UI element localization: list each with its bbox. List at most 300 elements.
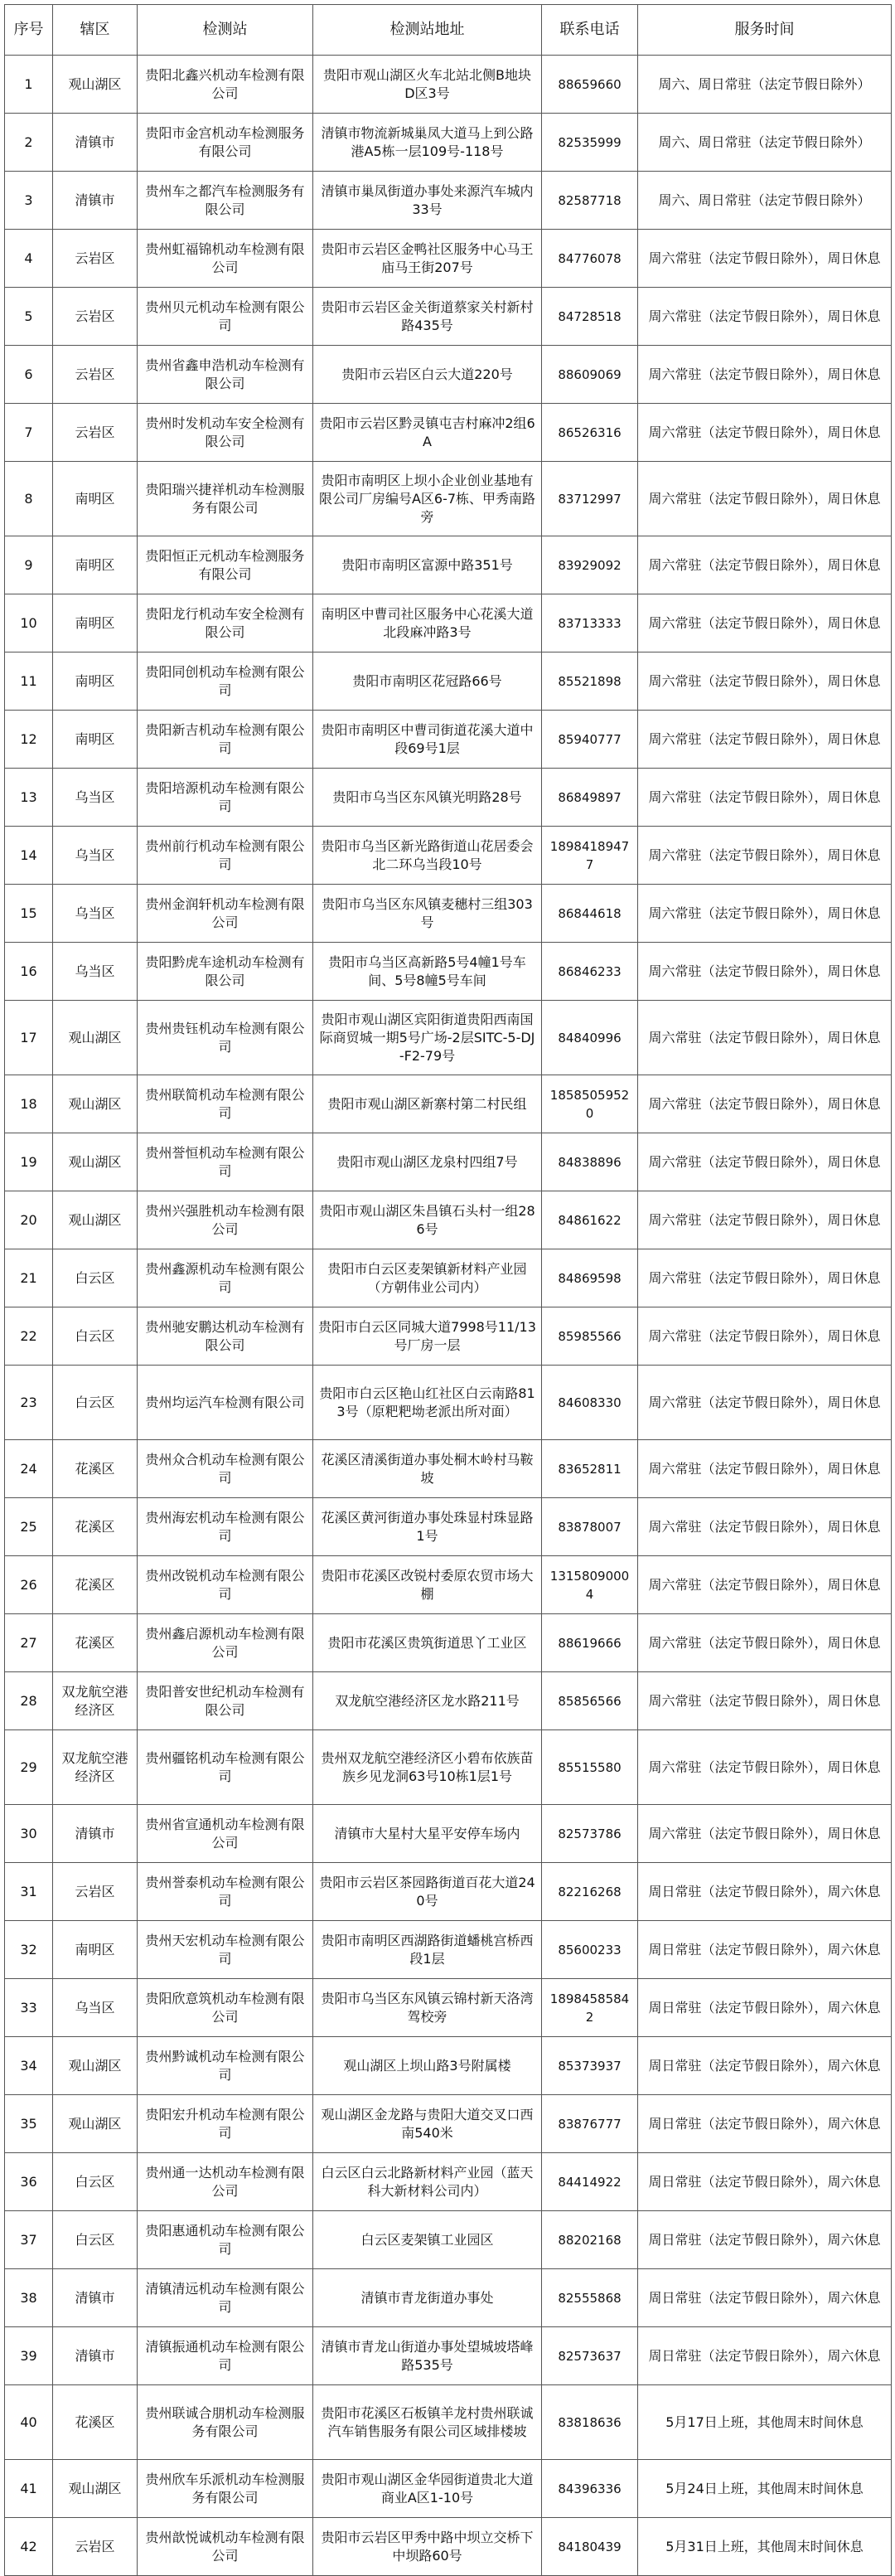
cell-index: 34 bbox=[5, 2037, 53, 2095]
cell-station: 贵州车之都汽车检测服务有限公司 bbox=[138, 172, 313, 230]
cell-index: 17 bbox=[5, 1001, 53, 1075]
cell-phone: 86846233 bbox=[542, 943, 638, 1001]
cell-district: 乌当区 bbox=[53, 885, 138, 943]
cell-district: 花溪区 bbox=[53, 1498, 138, 1556]
cell-station: 清镇清远机动车检测有限公司 bbox=[138, 2269, 313, 2327]
cell-district: 清镇市 bbox=[53, 1805, 138, 1863]
cell-address: 贵阳市白云区艳山红社区白云南路813号（原粑粑坳老派出所对面） bbox=[313, 1366, 542, 1440]
cell-station: 贵州贵钰机动车检测有限公司 bbox=[138, 1001, 313, 1075]
cell-service-hours: 周六常驻（法定节假日除外），周日休息 bbox=[638, 230, 892, 288]
cell-district: 南明区 bbox=[53, 462, 138, 536]
cell-district: 观山湖区 bbox=[53, 1133, 138, 1191]
cell-address: 贵阳市云岩区黔灵镇屯吉村麻冲2组6A bbox=[313, 404, 542, 462]
cell-address: 贵阳市观山湖区宾阳街道贵阳西南国际商贸城一期5号广场-2层SITC-5-DJ-F2-79号 bbox=[313, 1001, 542, 1075]
header-district: 辖区 bbox=[53, 5, 138, 56]
cell-phone: 82216268 bbox=[542, 1863, 638, 1921]
table-row bbox=[5, 1366, 892, 1440]
table-row bbox=[5, 885, 892, 943]
cell-index: 20 bbox=[5, 1191, 53, 1249]
cell-phone: 86526316 bbox=[542, 404, 638, 462]
cell-index: 24 bbox=[5, 1440, 53, 1498]
cell-service-hours: 周六常驻（法定节假日除外），周日休息 bbox=[638, 1075, 892, 1133]
cell-service-hours: 周日常驻（法定节假日除外），周六休息 bbox=[638, 1979, 892, 2037]
cell-address: 清镇市青龙山街道办事处望城坡塔峰路535号 bbox=[313, 2327, 542, 2385]
table-row bbox=[5, 2037, 892, 2095]
cell-index: 15 bbox=[5, 885, 53, 943]
cell-index: 7 bbox=[5, 404, 53, 462]
cell-service-hours: 周六常驻（法定节假日除外），周日休息 bbox=[638, 885, 892, 943]
cell-phone: 85940777 bbox=[542, 711, 638, 769]
cell-phone: 86849897 bbox=[542, 769, 638, 827]
cell-address: 双龙航空港经济区龙水路211号 bbox=[313, 1672, 542, 1730]
cell-district: 乌当区 bbox=[53, 943, 138, 1001]
cell-address: 贵阳市乌当区高新路5号4幢1号车间、5号8幢5号车间 bbox=[313, 943, 542, 1001]
cell-service-hours: 周六常驻（法定节假日除外），周日休息 bbox=[638, 1614, 892, 1672]
cell-index: 41 bbox=[5, 2460, 53, 2518]
table-body bbox=[5, 56, 892, 2576]
cell-address: 贵阳市南明区中曹司街道花溪大道中段69号1层 bbox=[313, 711, 542, 769]
cell-address: 贵州双龙航空港经济区小碧布依族苗族乡见龙洞63号10栋1层1号 bbox=[313, 1730, 542, 1805]
cell-station: 贵阳龙行机动车安全检测有限公司 bbox=[138, 594, 313, 652]
table-row bbox=[5, 769, 892, 827]
cell-address: 贵阳市乌当区新光路街道山花居委会北二环乌当段10号 bbox=[313, 827, 542, 885]
table-row bbox=[5, 1614, 892, 1672]
table-row bbox=[5, 1730, 892, 1805]
cell-index: 36 bbox=[5, 2153, 53, 2211]
table-row bbox=[5, 1672, 892, 1730]
cell-phone: 86844618 bbox=[542, 885, 638, 943]
cell-station: 贵州天宏机动车检测有限公司 bbox=[138, 1921, 313, 1979]
cell-phone: 85515580 bbox=[542, 1730, 638, 1805]
cell-service-hours: 周六常驻（法定节假日除外），周日休息 bbox=[638, 1805, 892, 1863]
table-row bbox=[5, 2385, 892, 2460]
cell-phone: 84180439 bbox=[542, 2518, 638, 2576]
table-row bbox=[5, 1001, 892, 1075]
cell-phone: 84728518 bbox=[542, 288, 638, 346]
cell-address: 贵阳市花溪区改锐村委原农贸市场大棚 bbox=[313, 1556, 542, 1614]
cell-phone: 82573786 bbox=[542, 1805, 638, 1863]
cell-address: 贵阳市云岩区金关街道蔡家关村新村路435号 bbox=[313, 288, 542, 346]
cell-service-hours: 周六常驻（法定节假日除外），周日休息 bbox=[638, 1440, 892, 1498]
cell-station: 贵阳新吉机动车检测有限公司 bbox=[138, 711, 313, 769]
cell-service-hours: 周六常驻（法定节假日除外），周日休息 bbox=[638, 711, 892, 769]
cell-phone: 85856566 bbox=[542, 1672, 638, 1730]
cell-address: 白云区麦架镇工业园区 bbox=[313, 2211, 542, 2269]
cell-service-hours: 周日常驻（法定节假日除外），周六休息 bbox=[638, 2153, 892, 2211]
table-row bbox=[5, 404, 892, 462]
table-row bbox=[5, 2269, 892, 2327]
cell-phone: 84840996 bbox=[542, 1001, 638, 1075]
cell-station: 贵州欣车乐派机动车检测服务有限公司 bbox=[138, 2460, 313, 2518]
cell-service-hours: 周六常驻（法定节假日除外），周日休息 bbox=[638, 1307, 892, 1366]
cell-district: 云岩区 bbox=[53, 404, 138, 462]
cell-address: 贵阳市观山湖区朱昌镇石头村一组286号 bbox=[313, 1191, 542, 1249]
cell-service-hours: 周六常驻（法定节假日除外），周日休息 bbox=[638, 769, 892, 827]
table-row bbox=[5, 1249, 892, 1307]
cell-address: 贵阳市白云区麦架镇新材料产业园（方朝伟业公司内） bbox=[313, 1249, 542, 1307]
cell-index: 16 bbox=[5, 943, 53, 1001]
cell-station: 贵州时发机动车安全检测有限公司 bbox=[138, 404, 313, 462]
cell-district: 观山湖区 bbox=[53, 1001, 138, 1075]
cell-station: 贵州均运汽车检测有限公司 bbox=[138, 1366, 313, 1440]
cell-station: 贵阳黔虎车途机动车检测有限公司 bbox=[138, 943, 313, 1001]
cell-phone: 88659660 bbox=[542, 56, 638, 114]
cell-district: 双龙航空港经济区 bbox=[53, 1730, 138, 1805]
cell-index: 9 bbox=[5, 536, 53, 594]
cell-index: 42 bbox=[5, 2518, 53, 2576]
cell-phone: 18585059520 bbox=[542, 1075, 638, 1133]
table-row bbox=[5, 1440, 892, 1498]
table-row bbox=[5, 1075, 892, 1133]
cell-district: 观山湖区 bbox=[53, 1191, 138, 1249]
cell-address: 花溪区黄河街道办事处珠显村珠显路1号 bbox=[313, 1498, 542, 1556]
cell-station: 贵州疆铭机动车检测有限公司 bbox=[138, 1730, 313, 1805]
cell-station: 贵州海宏机动车检测有限公司 bbox=[138, 1498, 313, 1556]
cell-phone: 83876777 bbox=[542, 2095, 638, 2153]
cell-index: 11 bbox=[5, 652, 53, 711]
cell-index: 13 bbox=[5, 769, 53, 827]
table-row bbox=[5, 1307, 892, 1366]
cell-district: 清镇市 bbox=[53, 2269, 138, 2327]
table-row bbox=[5, 2095, 892, 2153]
inspection-station-table-container bbox=[4, 4, 891, 2576]
cell-station: 贵州通一达机动车检测有限公司 bbox=[138, 2153, 313, 2211]
cell-address: 贵阳市云岩区金鸭社区服务中心马王庙马王街207号 bbox=[313, 230, 542, 288]
cell-index: 5 bbox=[5, 288, 53, 346]
cell-district: 乌当区 bbox=[53, 827, 138, 885]
cell-station: 贵阳惠通机动车检测有限公司 bbox=[138, 2211, 313, 2269]
cell-service-hours: 5月24日上班，其他周末时间休息 bbox=[638, 2460, 892, 2518]
table-row bbox=[5, 462, 892, 536]
cell-district: 观山湖区 bbox=[53, 2460, 138, 2518]
cell-service-hours: 周六常驻（法定节假日除外），周日休息 bbox=[638, 462, 892, 536]
cell-station: 贵阳恒正元机动车检测服务有限公司 bbox=[138, 536, 313, 594]
table-row bbox=[5, 1556, 892, 1614]
header-service-hours: 服务时间 bbox=[638, 5, 892, 56]
cell-district: 白云区 bbox=[53, 1249, 138, 1307]
cell-phone: 88609069 bbox=[542, 346, 638, 404]
cell-address: 贵阳市乌当区东风镇云锦村新天洛湾驾校旁 bbox=[313, 1979, 542, 2037]
cell-district: 花溪区 bbox=[53, 1614, 138, 1672]
cell-address: 观山湖区上坝山路3号附属楼 bbox=[313, 2037, 542, 2095]
cell-service-hours: 周六、周日常驻（法定节假日除外） bbox=[638, 56, 892, 114]
cell-station: 贵阳同创机动车检测有限公司 bbox=[138, 652, 313, 711]
cell-index: 35 bbox=[5, 2095, 53, 2153]
cell-station: 贵州鑫源机动车检测有限公司 bbox=[138, 1249, 313, 1307]
cell-service-hours: 周六常驻（法定节假日除外），周日休息 bbox=[638, 346, 892, 404]
cell-service-hours: 周六常驻（法定节假日除外），周日休息 bbox=[638, 1366, 892, 1440]
cell-address: 清镇市物流新城巢凤大道马上到公路港A5栋一层109号-118号 bbox=[313, 114, 542, 172]
cell-phone: 85373937 bbox=[542, 2037, 638, 2095]
cell-index: 22 bbox=[5, 1307, 53, 1366]
table-row bbox=[5, 827, 892, 885]
table-row bbox=[5, 288, 892, 346]
cell-service-hours: 周日常驻（法定节假日除外），周六休息 bbox=[638, 2037, 892, 2095]
cell-service-hours: 周日常驻（法定节假日除外），周六休息 bbox=[638, 2269, 892, 2327]
cell-service-hours: 周六常驻（法定节假日除外），周日休息 bbox=[638, 1191, 892, 1249]
cell-address: 贵阳市南明区上坝小企业创业基地有限公司厂房编号A区6-7栋、甲秀南路旁 bbox=[313, 462, 542, 536]
cell-phone: 85600233 bbox=[542, 1921, 638, 1979]
cell-address: 贵阳市观山湖区龙泉村四组7号 bbox=[313, 1133, 542, 1191]
table-row bbox=[5, 594, 892, 652]
header-phone: 联系电话 bbox=[542, 5, 638, 56]
cell-service-hours: 周日常驻（法定节假日除外），周六休息 bbox=[638, 1863, 892, 1921]
cell-index: 23 bbox=[5, 1366, 53, 1440]
cell-station: 清镇振通机动车检测有限公司 bbox=[138, 2327, 313, 2385]
table-row bbox=[5, 2153, 892, 2211]
cell-index: 32 bbox=[5, 1921, 53, 1979]
cell-phone: 83712997 bbox=[542, 462, 638, 536]
cell-address: 白云区白云北路新材料产业园（蓝天科大新材料公司内） bbox=[313, 2153, 542, 2211]
cell-station: 贵州歆悦诚机动车检测有限公司 bbox=[138, 2518, 313, 2576]
cell-index: 29 bbox=[5, 1730, 53, 1805]
cell-district: 双龙航空港经济区 bbox=[53, 1672, 138, 1730]
cell-service-hours: 周六常驻（法定节假日除外），周日休息 bbox=[638, 1133, 892, 1191]
cell-district: 观山湖区 bbox=[53, 2037, 138, 2095]
cell-district: 南明区 bbox=[53, 1921, 138, 1979]
cell-station: 贵州金润轩机动车检测有限公司 bbox=[138, 885, 313, 943]
cell-address: 贵阳市云岩区白云大道220号 bbox=[313, 346, 542, 404]
cell-service-hours: 周日常驻（法定节假日除外），周六休息 bbox=[638, 1921, 892, 1979]
table-row bbox=[5, 1805, 892, 1863]
cell-station: 贵州驰安鹏达机动车检测有限公司 bbox=[138, 1307, 313, 1366]
cell-index: 1 bbox=[5, 56, 53, 114]
cell-index: 4 bbox=[5, 230, 53, 288]
cell-index: 39 bbox=[5, 2327, 53, 2385]
cell-station: 贵州誉恒机动车检测有限公司 bbox=[138, 1133, 313, 1191]
cell-service-hours: 5月31日上班，其他周末时间休息 bbox=[638, 2518, 892, 2576]
table-row bbox=[5, 1498, 892, 1556]
table-row bbox=[5, 172, 892, 230]
cell-phone: 88202168 bbox=[542, 2211, 638, 2269]
cell-station: 贵州省宣通机动车检测有限公司 bbox=[138, 1805, 313, 1863]
cell-service-hours: 周六常驻（法定节假日除外），周日休息 bbox=[638, 943, 892, 1001]
cell-district: 南明区 bbox=[53, 711, 138, 769]
table-row bbox=[5, 1863, 892, 1921]
cell-district: 南明区 bbox=[53, 652, 138, 711]
cell-phone: 18984585842 bbox=[542, 1979, 638, 2037]
cell-district: 花溪区 bbox=[53, 2385, 138, 2460]
table-row bbox=[5, 2460, 892, 2518]
cell-service-hours: 周六常驻（法定节假日除外），周日休息 bbox=[638, 1556, 892, 1614]
table-row bbox=[5, 2327, 892, 2385]
cell-phone: 83818636 bbox=[542, 2385, 638, 2460]
cell-index: 30 bbox=[5, 1805, 53, 1863]
cell-district: 花溪区 bbox=[53, 1440, 138, 1498]
cell-address: 贵阳市南明区花冠路66号 bbox=[313, 652, 542, 711]
cell-index: 38 bbox=[5, 2269, 53, 2327]
cell-address: 贵阳市乌当区东风镇麦穗村三组303号 bbox=[313, 885, 542, 943]
header-row bbox=[5, 5, 892, 56]
cell-index: 25 bbox=[5, 1498, 53, 1556]
table-row bbox=[5, 652, 892, 711]
cell-district: 白云区 bbox=[53, 2211, 138, 2269]
cell-station: 贵州贝元机动车检测有限公司 bbox=[138, 288, 313, 346]
cell-service-hours: 5月17日上班，其他周末时间休息 bbox=[638, 2385, 892, 2460]
cell-service-hours: 周六常驻（法定节假日除外），周日休息 bbox=[638, 536, 892, 594]
cell-service-hours: 周六常驻（法定节假日除外），周日休息 bbox=[638, 1001, 892, 1075]
cell-station: 贵州联诚合朋机动车检测服务有限公司 bbox=[138, 2385, 313, 2460]
table-row bbox=[5, 2518, 892, 2576]
cell-district: 观山湖区 bbox=[53, 56, 138, 114]
cell-district: 云岩区 bbox=[53, 288, 138, 346]
cell-service-hours: 周六常驻（法定节假日除外），周日休息 bbox=[638, 1672, 892, 1730]
cell-phone: 18984189477 bbox=[542, 827, 638, 885]
cell-service-hours: 周六常驻（法定节假日除外），周日休息 bbox=[638, 652, 892, 711]
cell-index: 27 bbox=[5, 1614, 53, 1672]
cell-service-hours: 周六、周日常驻（法定节假日除外） bbox=[638, 114, 892, 172]
cell-service-hours: 周日常驻（法定节假日除外），周六休息 bbox=[638, 2327, 892, 2385]
cell-district: 清镇市 bbox=[53, 2327, 138, 2385]
cell-index: 18 bbox=[5, 1075, 53, 1133]
cell-district: 白云区 bbox=[53, 1307, 138, 1366]
cell-index: 6 bbox=[5, 346, 53, 404]
cell-address: 贵阳市观山湖区火车北站北侧B地块D区3号 bbox=[313, 56, 542, 114]
table-row bbox=[5, 56, 892, 114]
cell-address: 贵阳市南明区富源中路351号 bbox=[313, 536, 542, 594]
cell-phone: 83713333 bbox=[542, 594, 638, 652]
cell-phone: 84414922 bbox=[542, 2153, 638, 2211]
table-row bbox=[5, 114, 892, 172]
cell-index: 28 bbox=[5, 1672, 53, 1730]
cell-station: 贵州鑫启源机动车检测有限公司 bbox=[138, 1614, 313, 1672]
cell-phone: 84776078 bbox=[542, 230, 638, 288]
cell-district: 清镇市 bbox=[53, 114, 138, 172]
header-address: 检测站地址 bbox=[313, 5, 542, 56]
cell-address: 贵阳市南明区西湖路街道蟠桃宫桥西段1层 bbox=[313, 1921, 542, 1979]
cell-index: 31 bbox=[5, 1863, 53, 1921]
inspection-station-table bbox=[4, 4, 892, 2576]
cell-district: 清镇市 bbox=[53, 172, 138, 230]
cell-address: 清镇市大星村大星平安停车场内 bbox=[313, 1805, 542, 1863]
cell-address: 南明区中曹司社区服务中心花溪大道北段麻冲路3号 bbox=[313, 594, 542, 652]
cell-service-hours: 周日常驻（法定节假日除外），周六休息 bbox=[638, 2211, 892, 2269]
cell-phone: 82587718 bbox=[542, 172, 638, 230]
cell-service-hours: 周六常驻（法定节假日除外），周日休息 bbox=[638, 1249, 892, 1307]
table-row bbox=[5, 943, 892, 1001]
cell-index: 33 bbox=[5, 1979, 53, 2037]
cell-phone: 85521898 bbox=[542, 652, 638, 711]
cell-phone: 84608330 bbox=[542, 1366, 638, 1440]
cell-station: 贵州省鑫申浩机动车检测有限公司 bbox=[138, 346, 313, 404]
cell-phone: 83878007 bbox=[542, 1498, 638, 1556]
cell-phone: 84861622 bbox=[542, 1191, 638, 1249]
cell-index: 14 bbox=[5, 827, 53, 885]
cell-index: 10 bbox=[5, 594, 53, 652]
table-row bbox=[5, 711, 892, 769]
cell-district: 花溪区 bbox=[53, 1556, 138, 1614]
cell-station: 贵州众合机动车检测有限公司 bbox=[138, 1440, 313, 1498]
cell-address: 贵阳市花溪区石板镇羊龙村贵州联诚汽车销售服务有限公司区域排楼坡 bbox=[313, 2385, 542, 2460]
cell-address: 贵阳市云岩区茶园路街道百花大道240号 bbox=[313, 1863, 542, 1921]
cell-service-hours: 周六常驻（法定节假日除外），周日休息 bbox=[638, 827, 892, 885]
cell-address: 观山湖区金龙路与贵阳大道交叉口西南540米 bbox=[313, 2095, 542, 2153]
table-row bbox=[5, 536, 892, 594]
cell-station: 贵州兴强胜机动车检测有限公司 bbox=[138, 1191, 313, 1249]
cell-index: 21 bbox=[5, 1249, 53, 1307]
cell-service-hours: 周六常驻（法定节假日除外），周日休息 bbox=[638, 404, 892, 462]
cell-phone: 82573637 bbox=[542, 2327, 638, 2385]
cell-district: 观山湖区 bbox=[53, 1075, 138, 1133]
table-row bbox=[5, 346, 892, 404]
cell-station: 贵州黔诚机动车检测有限公司 bbox=[138, 2037, 313, 2095]
cell-address: 贵阳市花溪区贵筑街道思丫工业区 bbox=[313, 1614, 542, 1672]
cell-index: 26 bbox=[5, 1556, 53, 1614]
cell-district: 观山湖区 bbox=[53, 2095, 138, 2153]
cell-district: 云岩区 bbox=[53, 2518, 138, 2576]
cell-phone: 84838896 bbox=[542, 1133, 638, 1191]
cell-district: 南明区 bbox=[53, 594, 138, 652]
cell-index: 12 bbox=[5, 711, 53, 769]
cell-phone: 84869598 bbox=[542, 1249, 638, 1307]
cell-address: 贵阳市乌当区东风镇光明路28号 bbox=[313, 769, 542, 827]
cell-phone: 88619666 bbox=[542, 1614, 638, 1672]
cell-station: 贵阳普安世纪机动车检测有限公司 bbox=[138, 1672, 313, 1730]
cell-address: 贵阳市云岩区甲秀中路中坝立交桥下中坝路60号 bbox=[313, 2518, 542, 2576]
cell-service-hours: 周六常驻（法定节假日除外），周日休息 bbox=[638, 1498, 892, 1556]
cell-district: 白云区 bbox=[53, 1366, 138, 1440]
cell-service-hours: 周六常驻（法定节假日除外），周日休息 bbox=[638, 1730, 892, 1805]
cell-index: 19 bbox=[5, 1133, 53, 1191]
cell-phone: 13158090004 bbox=[542, 1556, 638, 1614]
cell-address: 清镇市青龙街道办事处 bbox=[313, 2269, 542, 2327]
cell-station: 贵州联简机动车检测有限公司 bbox=[138, 1075, 313, 1133]
cell-station: 贵州虹福锦机动车检测有限公司 bbox=[138, 230, 313, 288]
cell-service-hours: 周六、周日常驻（法定节假日除外） bbox=[638, 172, 892, 230]
cell-district: 乌当区 bbox=[53, 769, 138, 827]
cell-index: 40 bbox=[5, 2385, 53, 2460]
cell-address: 贵阳市观山湖区金华园街道贵北大道商业A区1-10号 bbox=[313, 2460, 542, 2518]
cell-service-hours: 周日常驻（法定节假日除外），周六休息 bbox=[638, 2095, 892, 2153]
cell-station: 贵阳市金宫机动车检测服务有限公司 bbox=[138, 114, 313, 172]
cell-index: 2 bbox=[5, 114, 53, 172]
cell-phone: 83929092 bbox=[542, 536, 638, 594]
cell-station: 贵阳培源机动车检测有限公司 bbox=[138, 769, 313, 827]
cell-station: 贵阳瑞兴捷祥机动车检测服务有限公司 bbox=[138, 462, 313, 536]
cell-station: 贵阳宏升机动车检测有限公司 bbox=[138, 2095, 313, 2153]
cell-address: 贵阳市观山湖区新寨村第二村民组 bbox=[313, 1075, 542, 1133]
table-row bbox=[5, 1133, 892, 1191]
cell-index: 37 bbox=[5, 2211, 53, 2269]
cell-station: 贵阳北鑫兴机动车检测有限公司 bbox=[138, 56, 313, 114]
table-row bbox=[5, 1191, 892, 1249]
cell-station: 贵州改锐机动车检测有限公司 bbox=[138, 1556, 313, 1614]
cell-address: 贵阳市白云区同城大道7998号11/13号厂房一层 bbox=[313, 1307, 542, 1366]
cell-station: 贵州誉泰机动车检测有限公司 bbox=[138, 1863, 313, 1921]
table-row bbox=[5, 1921, 892, 1979]
cell-address: 花溪区清溪街道办事处桐木岭村马鞍坡 bbox=[313, 1440, 542, 1498]
table-row bbox=[5, 1979, 892, 2037]
cell-phone: 85985566 bbox=[542, 1307, 638, 1366]
cell-phone: 82555868 bbox=[542, 2269, 638, 2327]
header-station: 检测站 bbox=[138, 5, 313, 56]
cell-index: 3 bbox=[5, 172, 53, 230]
header-index: 序号 bbox=[5, 5, 53, 56]
cell-phone: 83652811 bbox=[542, 1440, 638, 1498]
cell-district: 南明区 bbox=[53, 536, 138, 594]
cell-station: 贵州前行机动车检测有限公司 bbox=[138, 827, 313, 885]
table-row bbox=[5, 2211, 892, 2269]
cell-district: 乌当区 bbox=[53, 1979, 138, 2037]
cell-address: 清镇市巢凤街道办事处来源汽车城内33号 bbox=[313, 172, 542, 230]
cell-phone: 82535999 bbox=[542, 114, 638, 172]
cell-service-hours: 周六常驻（法定节假日除外），周日休息 bbox=[638, 594, 892, 652]
cell-district: 云岩区 bbox=[53, 230, 138, 288]
cell-district: 云岩区 bbox=[53, 1863, 138, 1921]
cell-service-hours: 周六常驻（法定节假日除外），周日休息 bbox=[638, 288, 892, 346]
cell-district: 白云区 bbox=[53, 2153, 138, 2211]
cell-station: 贵阳欣意筑机动车检测有限公司 bbox=[138, 1979, 313, 2037]
